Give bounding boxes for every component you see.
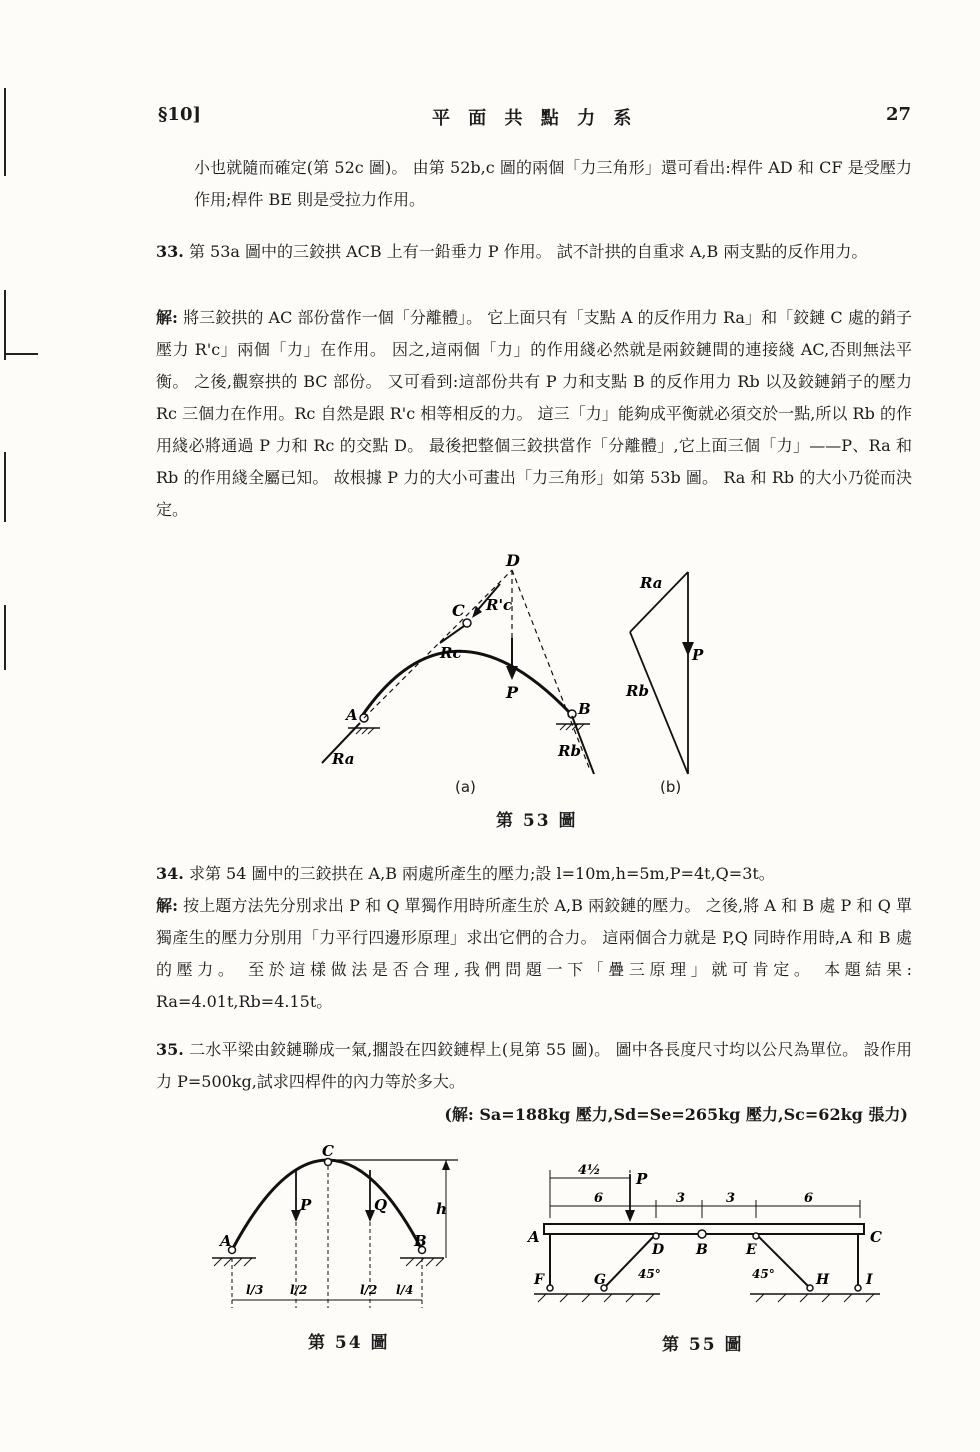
answer-35: (解: Sa=188kg 壓力,Sd=Se=265kg 壓力,Sc=62kg 張力): [444, 1105, 908, 1124]
label-B: B: [696, 1242, 708, 1258]
dim-l-half-right: l/2: [360, 1283, 378, 1297]
figure-55-caption: 第 55 圖: [662, 1335, 744, 1355]
figure-53-caption: 第 53 圖: [496, 811, 578, 831]
label-I: I: [866, 1272, 873, 1288]
figure-53: [300, 548, 730, 808]
intro-paragraph: 小也就隨而確定(第 52c 圖)。 由第 52b,c 圖的兩個「力三角形」還可看出:桿件 AD 和 CF 是受壓力作用;桿件 BE 則是受拉力作用。: [194, 158, 912, 209]
label-P: P: [506, 683, 519, 702]
solution-label: 解:: [156, 896, 178, 915]
label-G: G: [594, 1272, 606, 1288]
label-P: P: [636, 1170, 648, 1188]
label-D: D: [506, 551, 520, 570]
label-C: C: [452, 601, 465, 620]
problem-question: 第 53a 圖中的三鉸拱 ACB 上有一鉛垂力 P 作用。 試不計拱的自重求 A,B 兩支點的反作用力。: [188, 242, 868, 261]
label-Ra: Ra: [332, 750, 355, 768]
label-A: A: [346, 706, 358, 724]
dim-seg4: 6: [804, 1191, 814, 1206]
figure-54-caption: 第 54 圖: [308, 1333, 390, 1353]
label-Rc: Rc: [440, 644, 462, 662]
problem-question: 求第 54 圖中的三鉸拱在 A,B 兩處所產生的壓力;設 l=10m,h=5m,P=4t,Q=3t。: [188, 864, 775, 883]
label-A: A: [220, 1232, 232, 1250]
scan-margin-mark: [4, 452, 6, 522]
dim-top: 4½: [578, 1163, 601, 1178]
label-Rc-prime: R'c: [486, 596, 513, 614]
label-Q: Q: [374, 1196, 388, 1214]
solution-text: 按上題方法先分別求出 P 和 Q 單獨作用時所產生於 A,B 兩鉸鏈的壓力。 之後,將 A 和 B 處 P 和 Q 單獨產生的壓力分別用「力平行四邊形原理」求出它們的合力。 這兩個合力就是 P,Q 同時作用時,A 和 B 處的壓力。 至於這樣做法是否合理,我們問題一下「疊三原理」就可肯定。 本題結果: Ra=4.01t,Rb=4.15t。: [156, 896, 912, 1011]
dim-l-quarter: l/4: [396, 1283, 414, 1297]
angle-left: 45°: [638, 1267, 661, 1281]
label-E: E: [746, 1242, 757, 1258]
figure-53-subcaption-a: (a): [455, 778, 476, 796]
scan-margin-mark: [4, 290, 6, 360]
solution-34: [156, 890, 912, 1018]
solution-33: [156, 302, 912, 526]
dim-seg3: 3: [726, 1191, 736, 1206]
scan-margin-tick: [4, 353, 38, 355]
problem-33: [156, 236, 912, 268]
problem-question: 二水平梁由鉸鏈聯成一氣,擱設在四鉸鏈桿上(見第 55 圖)。 圖中各長度尺寸均以公尺為單位。 設作用力 P=500kg,試求四桿件的內力等於多大。: [156, 1040, 912, 1091]
figure-55: [520, 1160, 900, 1310]
dim-l-third: l/3: [246, 1283, 264, 1297]
dim-l-half-left: l/2: [290, 1283, 308, 1297]
label-C: C: [870, 1228, 882, 1246]
label-D: D: [652, 1242, 665, 1258]
problem-number: 35.: [156, 1040, 184, 1059]
label-C: C: [322, 1142, 334, 1160]
running-title: 平 面 共 點 力 系: [432, 108, 638, 129]
scan-margin-mark: [4, 605, 6, 670]
label-A: A: [528, 1228, 540, 1246]
label-Rb: Rb: [558, 742, 581, 760]
label-H: H: [816, 1272, 830, 1288]
problem-number: 33.: [156, 242, 184, 261]
dim-seg1: 6: [594, 1191, 604, 1206]
dim-seg2: 3: [676, 1191, 686, 1206]
problem-number: 34.: [156, 864, 184, 883]
label-B: B: [578, 700, 591, 718]
label-P: P: [300, 1196, 312, 1214]
figure-53-subcaption-b: (b): [660, 778, 682, 796]
label-B: B: [414, 1232, 427, 1250]
triangle-label-Rb: Rb: [626, 682, 649, 700]
scan-margin-mark: [4, 88, 6, 176]
solution-label: 解:: [156, 308, 178, 327]
triangle-label-Ra: Ra: [640, 574, 663, 592]
three-hinge-arch: [362, 651, 570, 716]
section-number: §10]: [158, 104, 201, 125]
figure-54: [200, 1140, 470, 1320]
label-h: h: [436, 1200, 447, 1218]
solution-text: 將三鉸拱的 AC 部份當作一個「分離體」。 它上面只有「支點 A 的反作用力 Ra」和「鉸鏈 C 處的銷子壓力 R'c」兩個「力」在作用。 因之,這兩個「力」的作用綫必然就是兩鉸鏈間的連接綫 AC,否則無法平衡。 之後,觀察拱的 BC 部份。 又可看到:這部份共有 P 力和支點 B 的反作用力 Rb 以及鉸鏈銷子的壓力 Rc 三個力在作用。Rc 自然是跟 R'c 相等相反的力。 這三「力」能夠成平衡就必須交於一點,所以 Rb 的作用綫必將通過 P 力和 Rc 的交點 D。 最後把整個三鉸拱當作「分離體」,它上面三個「力」——P、Ra 和 Rb 的作用綫全屬已知。 故根據 P 力的大小可畫出「力三角形」如第 53b 圖。 Ra 和 Rb 的大小乃從而決定。: [156, 308, 912, 519]
arch-54: [232, 1160, 422, 1250]
triangle-label-P: P: [692, 646, 704, 664]
problem-35: [156, 1034, 912, 1098]
angle-right: 45°: [752, 1267, 775, 1281]
page-number: 27: [886, 104, 912, 125]
label-F: F: [534, 1272, 544, 1288]
problem-34: [156, 858, 912, 890]
